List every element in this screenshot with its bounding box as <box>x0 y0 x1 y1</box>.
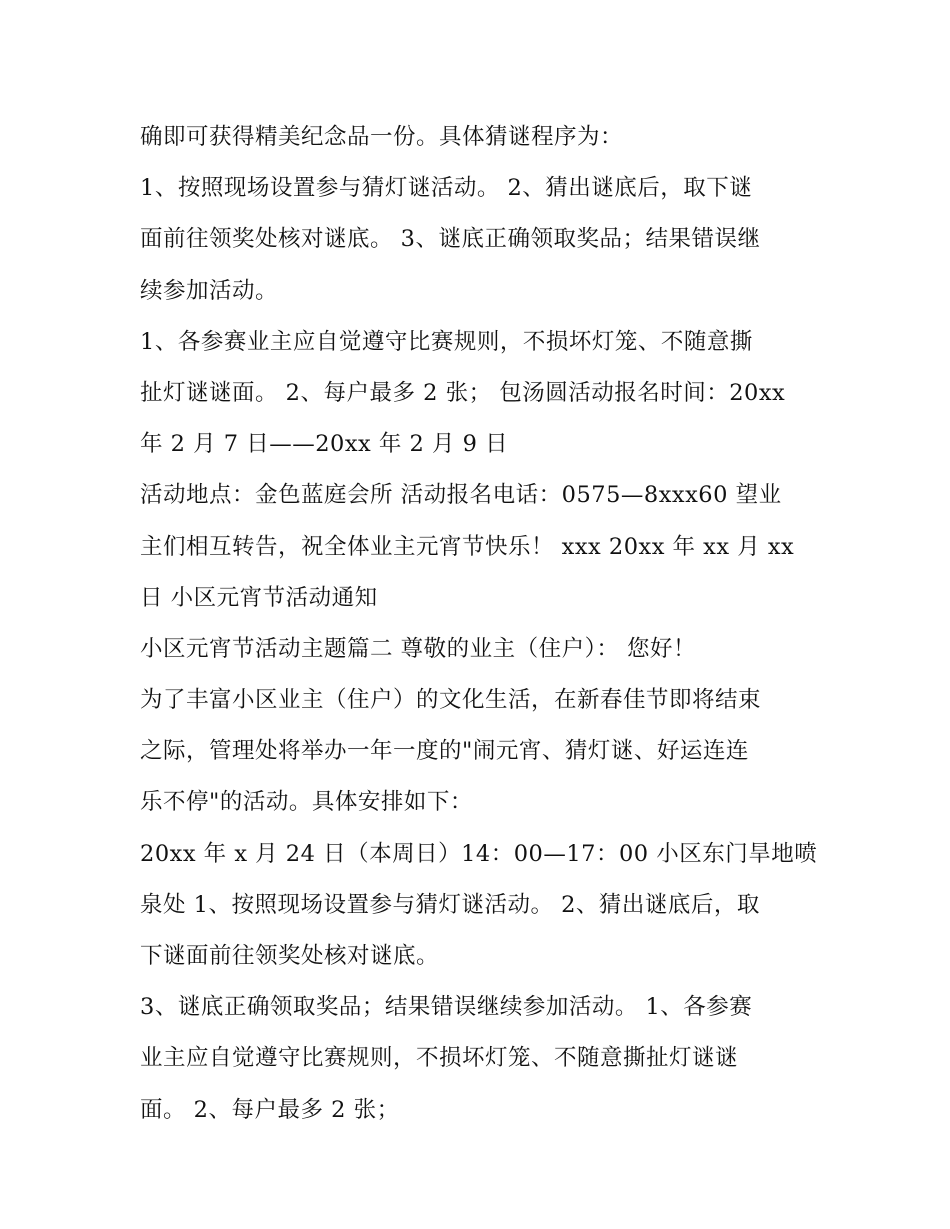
text-line: 日 小区元宵节活动通知 <box>140 584 378 611</box>
text-line: 业主应自觉遵守比赛规则，不损坏灯笼、不随意撕扯灯谜谜 <box>140 1045 739 1072</box>
body-text <box>140 112 830 1136</box>
text-line: 续参加活动。 <box>140 277 279 304</box>
text-line: 面前往领奖处核对谜底。 3、谜底正确领取奖品；结果错误继 <box>140 226 761 253</box>
text-line: 小区元宵节活动主题篇二 尊敬的业主（住户）： 您好！ <box>140 635 697 662</box>
text-line: 面。 2、每户最多 2 张； <box>140 1096 400 1123</box>
text-line: 3、谜底正确领取奖品；结果错误继续参加活动。 1、各参赛 <box>140 994 753 1021</box>
text-line: 下谜面前往领奖处核对谜底。 <box>140 943 440 969</box>
text-line: 活动地点：金色蓝庭会所 活动报名电话：0575—8xxx60 望业 <box>140 482 782 509</box>
text-line: 为了丰富小区业主（住户）的文化生活，在新春佳节即将结束 <box>140 687 762 714</box>
text-line: 20xx 年 x 月 24 日（本周日）14：00—17：00 小区东门旱地喷 <box>140 840 818 867</box>
text-line: 扯灯谜谜面。 2、每户最多 2 张； 包汤圆活动报名时间：20xx <box>140 379 786 406</box>
text-line: 1、各参赛业主应自觉遵守比赛规则，不损坏灯笼、不随意撕 <box>140 328 753 355</box>
text-line: 主们相互转告，祝全体业主元宵节快乐！ xxx 20xx 年 xx 月 xx <box>140 533 795 560</box>
text-line: 之际，管理处将举办一年一度的"闹元宵、猜灯谜、好运连连 <box>140 738 749 765</box>
text-line: 年 2 月 7 日——20xx 年 2 月 9 日 <box>140 431 509 458</box>
text-line: 泉处 1、按照现场设置参与猜灯谜活动。 2、猜出谜底后，取 <box>140 891 760 918</box>
text-line: 乐不停"的活动。具体安排如下： <box>140 789 473 816</box>
text-line: 1、按照现场设置参与猜灯谜活动。 2、猜出谜底后，取下谜 <box>140 175 753 202</box>
text-line: 确即可获得精美纪念品一份。具体猜谜程序为： <box>140 124 624 150</box>
